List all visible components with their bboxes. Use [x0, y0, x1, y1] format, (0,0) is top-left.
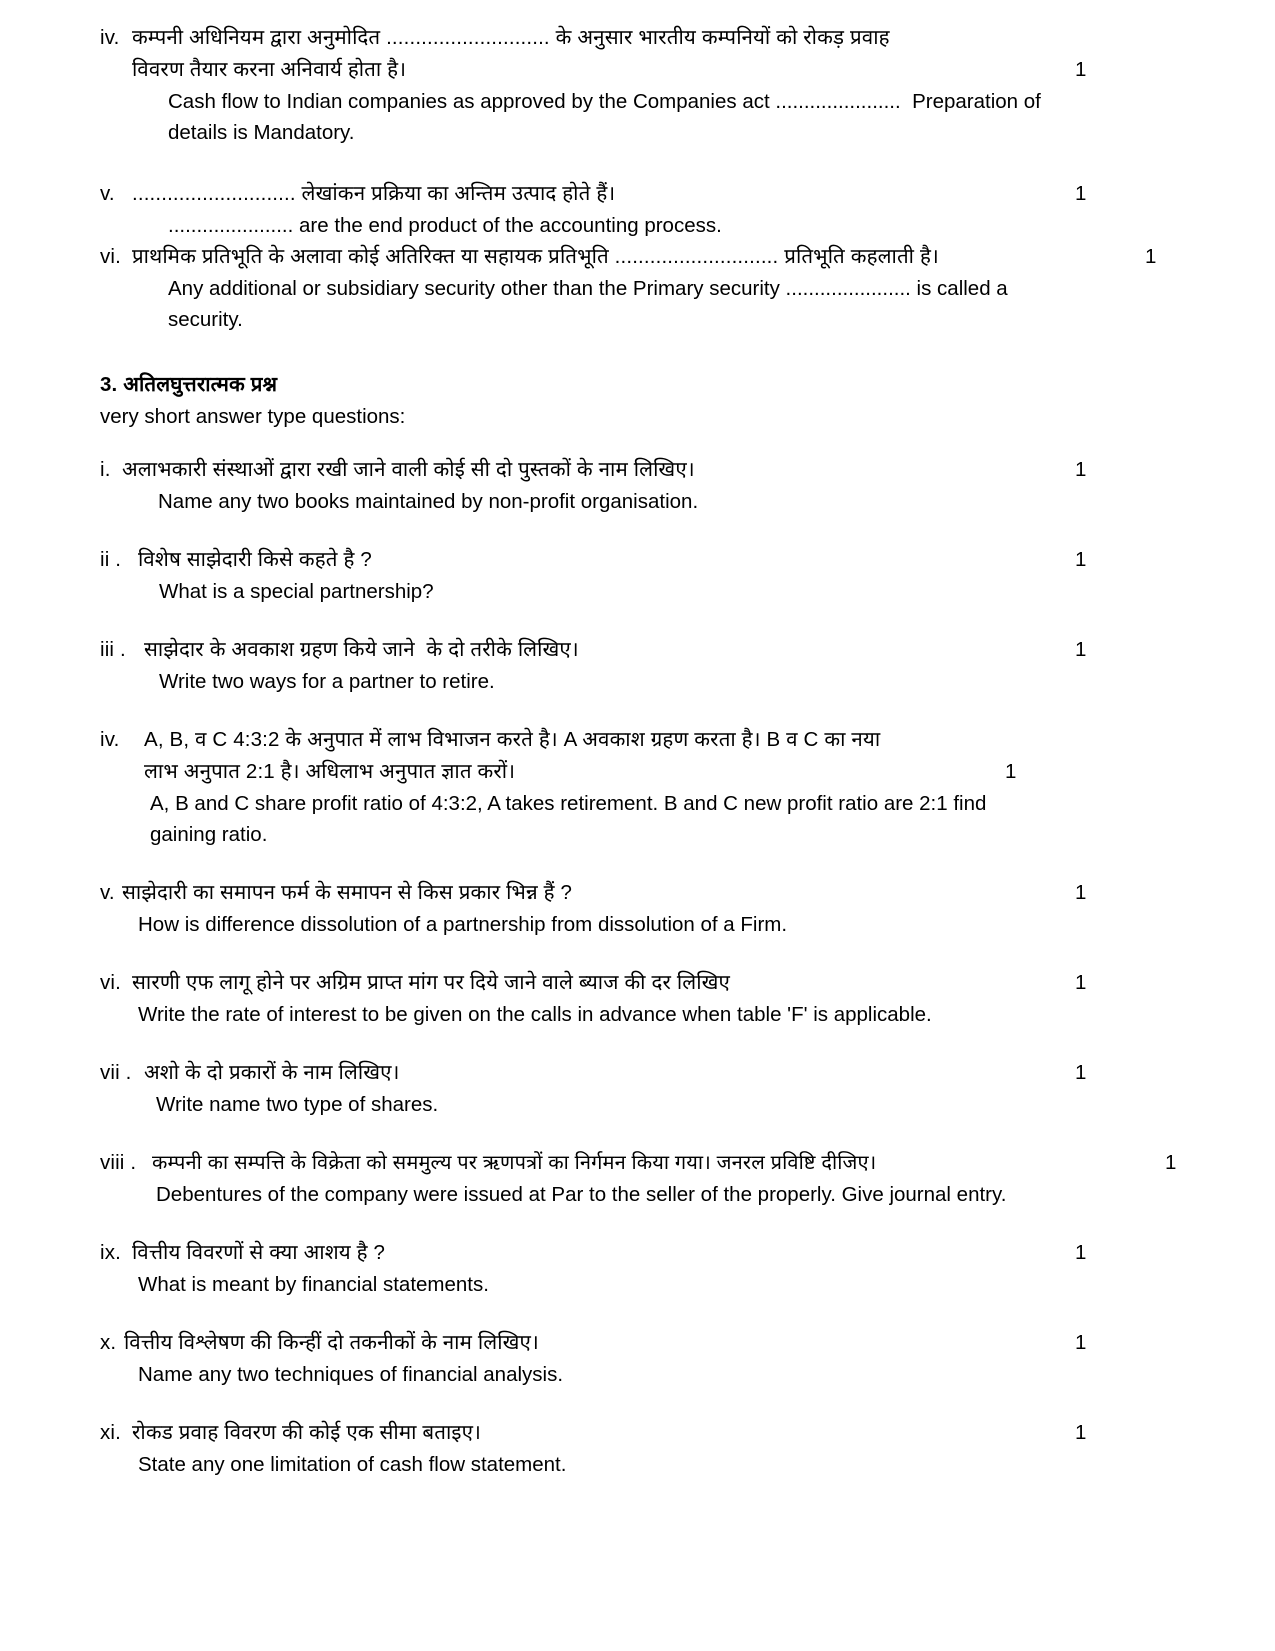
question-marker: v. — [100, 182, 115, 205]
question-item — [100, 1147, 1185, 1210]
marks-value: 1 — [1075, 971, 1087, 994]
question-marker: v. — [100, 881, 115, 904]
question-text-english: Write two ways for a partner to retire. — [159, 670, 495, 693]
question-marker: i. — [100, 458, 111, 481]
question-text-hindi: साझेदार के अवकाश ग्रहण किये जाने के दो तरीके लिखिए। — [144, 638, 579, 661]
question-text-hindi: वित्तीय विश्लेषण की किन्हीं दो तकनीकों के नाम लिखिए। — [124, 1331, 539, 1354]
question-text-hindi: सारणी एफ लागू होने पर अग्रिम प्राप्त मांग पर दिये जाने वाले ब्याज की दर लिखिए — [132, 971, 730, 994]
question-item — [100, 1237, 1185, 1300]
question-text-hindi: प्राथमिक प्रतिभूति के अलावा कोई अतिरिक्त या सहायक प्रतिभूति ............................ प्रतिभूति कहलाती है। — [132, 245, 939, 268]
question-text-english: security. — [168, 308, 243, 331]
question-text-hindi: कम्पनी अधिनियम द्वारा अनुमोदित ............................ के अनुसार भारतीय कम्पनियों को रोकड़ प्रवाह — [132, 26, 890, 49]
question-marker: x. — [100, 1331, 117, 1354]
question-text-english: Name any two books maintained by non-profit organisation. — [158, 490, 699, 513]
question-text-english: What is meant by financial statements. — [138, 1273, 489, 1296]
question-text-hindi: वित्तीय विवरणों से क्या आशय है ? — [132, 1241, 386, 1264]
marks-value: 1 — [1145, 245, 1157, 268]
question-text-english: gaining ratio. — [150, 823, 268, 846]
question-text-english: Write name two type of shares. — [156, 1093, 439, 1116]
section-title-hindi: 3. अतिलघुत्तरात्मक प्रश्न — [100, 373, 278, 396]
question-item — [100, 1057, 1185, 1120]
question-text-hindi: अशो के दो प्रकारों के नाम लिखिए। — [144, 1061, 400, 1084]
question-marker: ix. — [100, 1241, 121, 1264]
question-text-english: How is difference dissolution of a partnership from dissolution of a Firm. — [138, 913, 788, 936]
question-text-hindi: कम्पनी का सम्पत्ति के विक्रेता को सममुल्य पर ऋणपत्रों का निर्गमन किया गया। जनरल प्रविष्टि दीजिए। — [152, 1152, 877, 1174]
question-item — [100, 454, 1185, 517]
question-item — [100, 634, 1185, 697]
marks-value: 1 — [1075, 458, 1087, 481]
marks-value: 1 — [1005, 760, 1017, 783]
question-text-hindi: विवरण तैयार करना अनिवार्य होता है। — [132, 58, 407, 81]
question-marker: iv. — [100, 26, 120, 49]
question-text-english: Debentures of the company were issued at Par to the seller of the properly. Give journal entry. — [156, 1183, 1007, 1206]
question-text-english: details is Mandatory. — [168, 121, 355, 144]
question-text-english: A, B and C share profit ratio of 4:3:2, A takes retirement. B and C new profit ratio are 2:1 find — [150, 792, 987, 815]
question-item — [100, 967, 1185, 1030]
question-marker: vi. — [100, 245, 121, 268]
marks-value: 1 — [1075, 58, 1087, 81]
question-marker: vi. — [100, 971, 121, 994]
section-heading — [100, 369, 1185, 432]
marks-value: 1 — [1075, 881, 1087, 904]
question-text-hindi: रोकड प्रवाह विवरण की कोई एक सीमा बताइए। — [132, 1421, 482, 1444]
marks-value: 1 — [1165, 1151, 1177, 1174]
question-text-english: Name any two techniques of financial analysis. — [138, 1363, 564, 1386]
question-marker: vii . — [100, 1061, 132, 1084]
question-item — [100, 241, 1185, 335]
marks-value: 1 — [1075, 1241, 1087, 1264]
question-item — [100, 178, 1185, 241]
question-item — [100, 877, 1185, 940]
question-text-hindi: अलाभकारी संस्थाओं द्वारा रखी जाने वाली कोई सी दो पुस्तकों के नाम लिखिए। — [122, 458, 695, 481]
section-title-english: very short answer type questions: — [100, 405, 406, 428]
question-text-english: Any additional or subsidiary security other than the Primary security ...................... is called a — [168, 277, 1008, 300]
question-text-hindi: विशेष साझेदारी किसे कहते है ? — [138, 548, 372, 571]
question-text-english: Write the rate of interest to be given on the calls in advance when table 'F' is applicable. — [138, 1003, 932, 1026]
question-item — [100, 22, 1185, 148]
question-item — [100, 724, 1185, 850]
question-text-hindi: ............................ लेखांकन प्रक्रिया का अन्तिम उत्पाद होते हैं। — [132, 182, 616, 205]
question-text-hindi: साझेदारी का समापन फर्म के समापन से किस प्रकार भिन्न हैं ? — [122, 881, 573, 904]
marks-value: 1 — [1075, 1421, 1087, 1444]
question-item — [100, 544, 1185, 607]
question-text-english: What is a special partnership? — [159, 580, 434, 603]
question-text-english: Cash flow to Indian companies as approved by the Companies act ...................... Preparation of — [168, 90, 1041, 113]
question-item — [100, 1417, 1185, 1480]
question-text-english: State any one limitation of cash flow statement. — [138, 1453, 567, 1476]
question-marker: iii . — [100, 638, 126, 661]
marks-value: 1 — [1075, 182, 1087, 205]
marks-value: 1 — [1075, 1331, 1087, 1354]
question-marker: iv. — [100, 728, 120, 751]
question-text-hindi: A, B, व C 4:3:2 के अनुपात में लाभ विभाजन करते है। A अवकाश ग्रहण करता है। B व C का नया — [144, 728, 881, 751]
question-marker: xi. — [100, 1421, 121, 1444]
marks-value: 1 — [1075, 548, 1087, 571]
question-marker: ii . — [100, 548, 122, 571]
question-item — [100, 1327, 1185, 1390]
question-marker: viii . — [100, 1151, 137, 1174]
question-text-hindi: लाभ अनुपात 2:1 है। अधिलाभ अनुपात ज्ञात करों। — [144, 760, 516, 783]
marks-value: 1 — [1075, 1061, 1087, 1084]
question-text-english: ...................... are the end product of the accounting process. — [168, 214, 722, 237]
marks-value: 1 — [1075, 638, 1087, 661]
